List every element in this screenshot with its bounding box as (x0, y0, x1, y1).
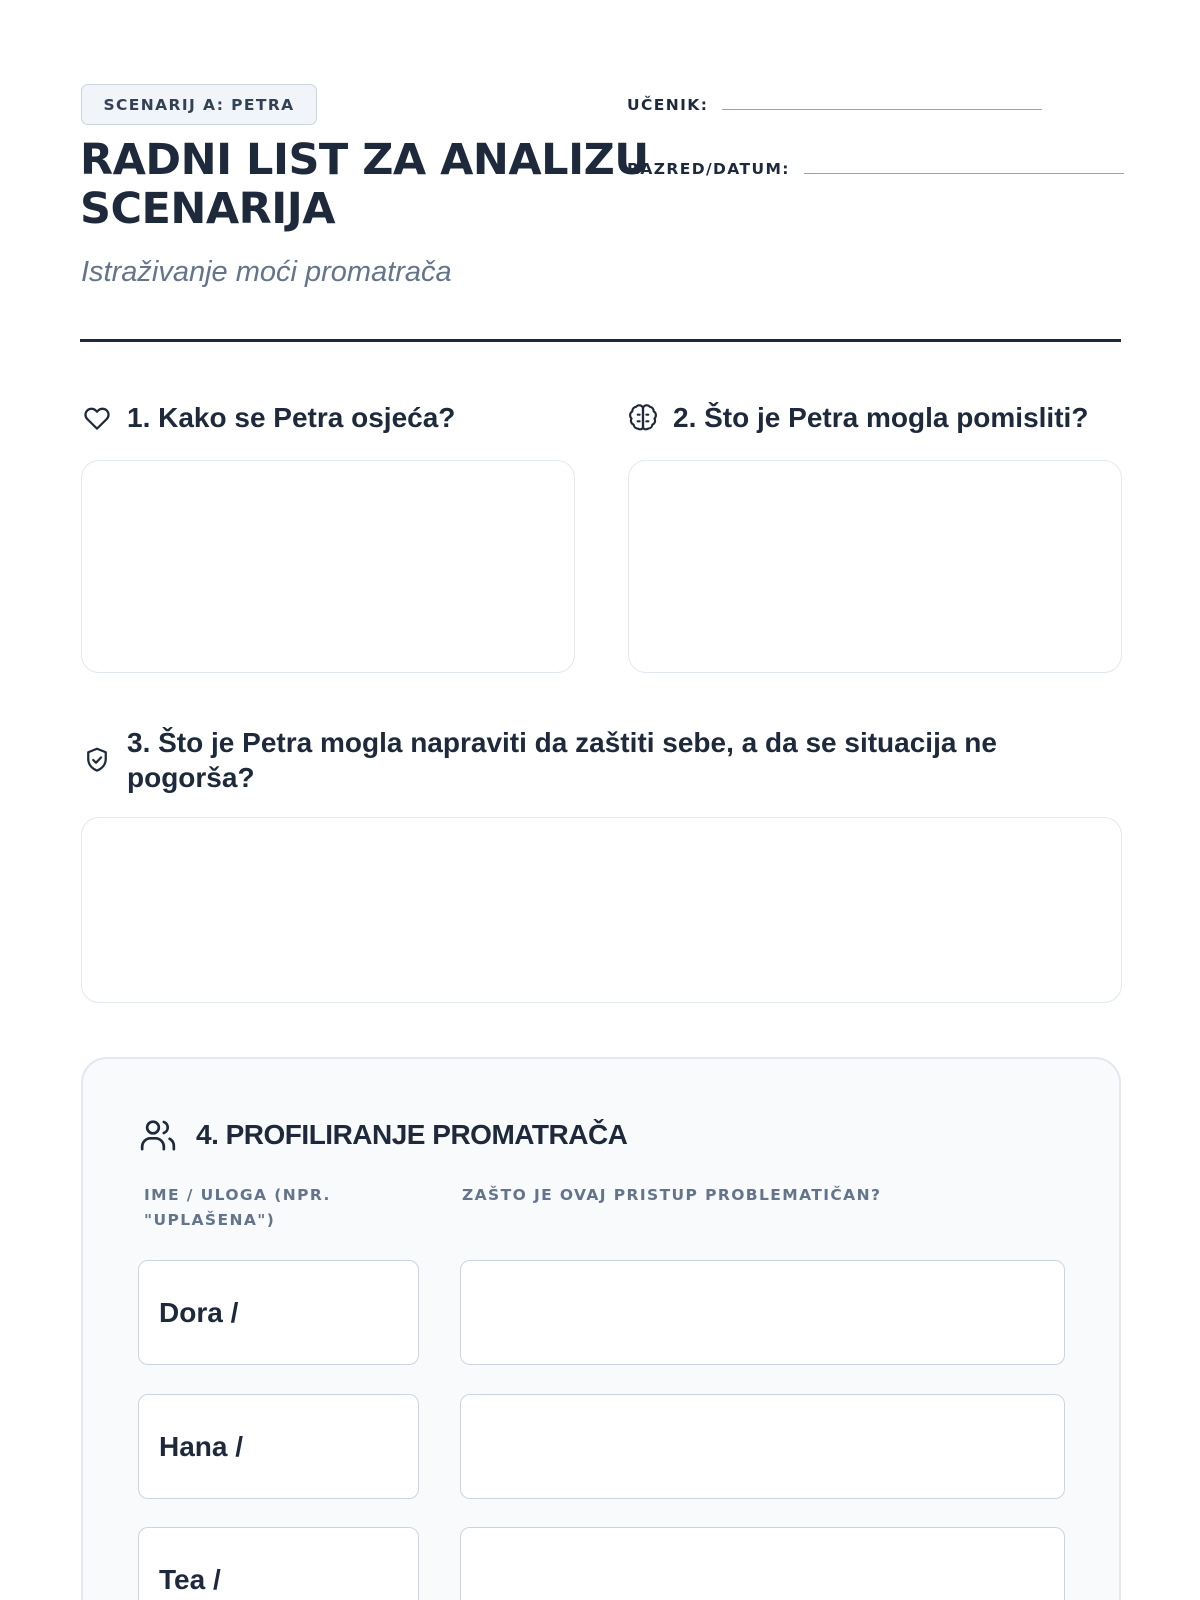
scenario-badge: SCENARIJ A: PETRA (81, 84, 317, 125)
heart-icon (81, 402, 113, 434)
page-subtitle: Istraživanje moći promatrača (81, 256, 452, 288)
bystander-name-dora[interactable]: Dora / (138, 1260, 419, 1365)
bystander-why-dora[interactable] (460, 1260, 1065, 1365)
header-divider (80, 339, 1121, 342)
student-input-line[interactable] (722, 109, 1042, 110)
question-3-text: 3. Što je Petra mogla napraviti da zaštiti sebe, a da se situacija ne pogorša? (127, 727, 997, 793)
bystander-why-tea[interactable] (460, 1527, 1065, 1600)
question-2-answer-box[interactable] (628, 460, 1122, 673)
page-title: RADNI LIST ZA ANALIZU SCENARIJA (80, 135, 649, 234)
class-date-field (627, 160, 1124, 178)
bystander-why-hana[interactable] (460, 1394, 1065, 1499)
class-date-label: RAZRED/DATUM: (627, 160, 790, 178)
shield-check-icon (81, 744, 113, 776)
student-label: UČENIK: (627, 96, 709, 114)
bystander-name-tea[interactable]: Tea / (138, 1527, 419, 1600)
column-header-name: IME / ULOGA (NPR. "UPLAŠENA") (144, 1186, 331, 1229)
question-3-heading (81, 725, 1041, 795)
question-1-answer-box[interactable] (81, 460, 575, 673)
profiling-heading (138, 1117, 627, 1152)
question-1-text: 1. Kako se Petra osjeća? (127, 402, 456, 433)
class-date-input-line[interactable] (804, 173, 1124, 174)
profiling-title: 4. PROFILIRANJE PROMATRAČA (196, 1119, 628, 1150)
brain-icon (627, 402, 659, 434)
column-header-why: ZAŠTO JE OVAJ PRISTUP PROBLEMATIČAN? (462, 1186, 882, 1204)
question-2-text: 2. Što je Petra mogla pomisliti? (673, 402, 1089, 433)
question-3-answer-box[interactable] (81, 817, 1122, 1003)
question-2-heading (627, 400, 1088, 435)
question-1-heading (81, 400, 455, 435)
student-field (627, 96, 1042, 114)
bystander-name-hana[interactable]: Hana / (138, 1394, 419, 1499)
users-icon (138, 1119, 178, 1151)
